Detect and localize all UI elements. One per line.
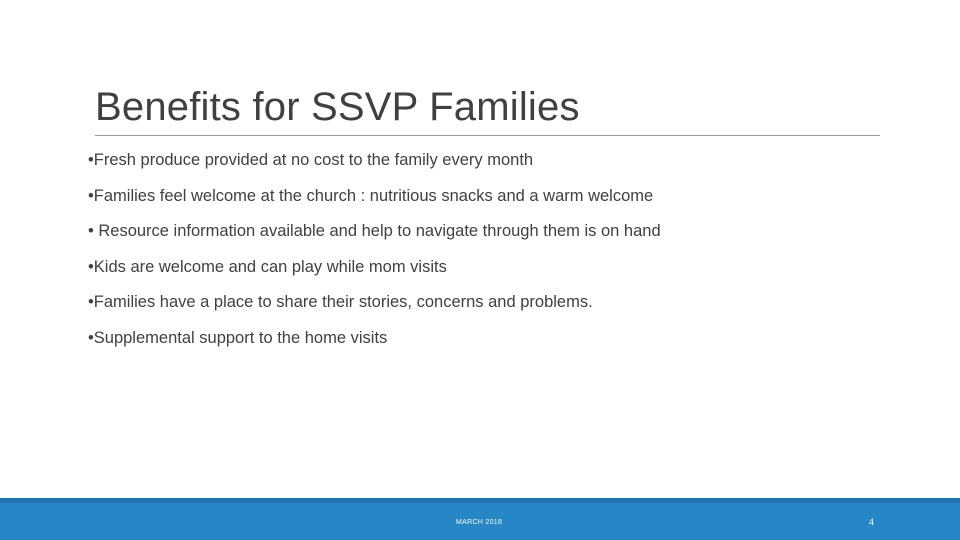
bullet-item: • Resource information available and help to navigate through them is on hand [88,222,661,241]
footer-accent-strip [0,498,960,503]
page-number: 4 [869,517,875,527]
footer-bar [0,498,960,540]
footer-date: MARCH 2018 [456,519,503,526]
bullet-item: •Fresh produce provided at no cost to the family every month [88,151,534,169]
bullet-item: •Families have a place to share their stories, concerns and problems. [88,293,593,312]
title-divider [95,135,880,136]
slide-title: Benefits for SSVP Families [95,85,580,129]
bullet-item: •Supplemental support to the home visits [88,328,388,347]
bullet-item: •Kids are welcome and can play while mom visits [88,257,447,276]
bullet-list [88,148,661,362]
bullet-item: •Families feel welcome at the church : nutritious snacks and a warm welcome [88,186,654,205]
